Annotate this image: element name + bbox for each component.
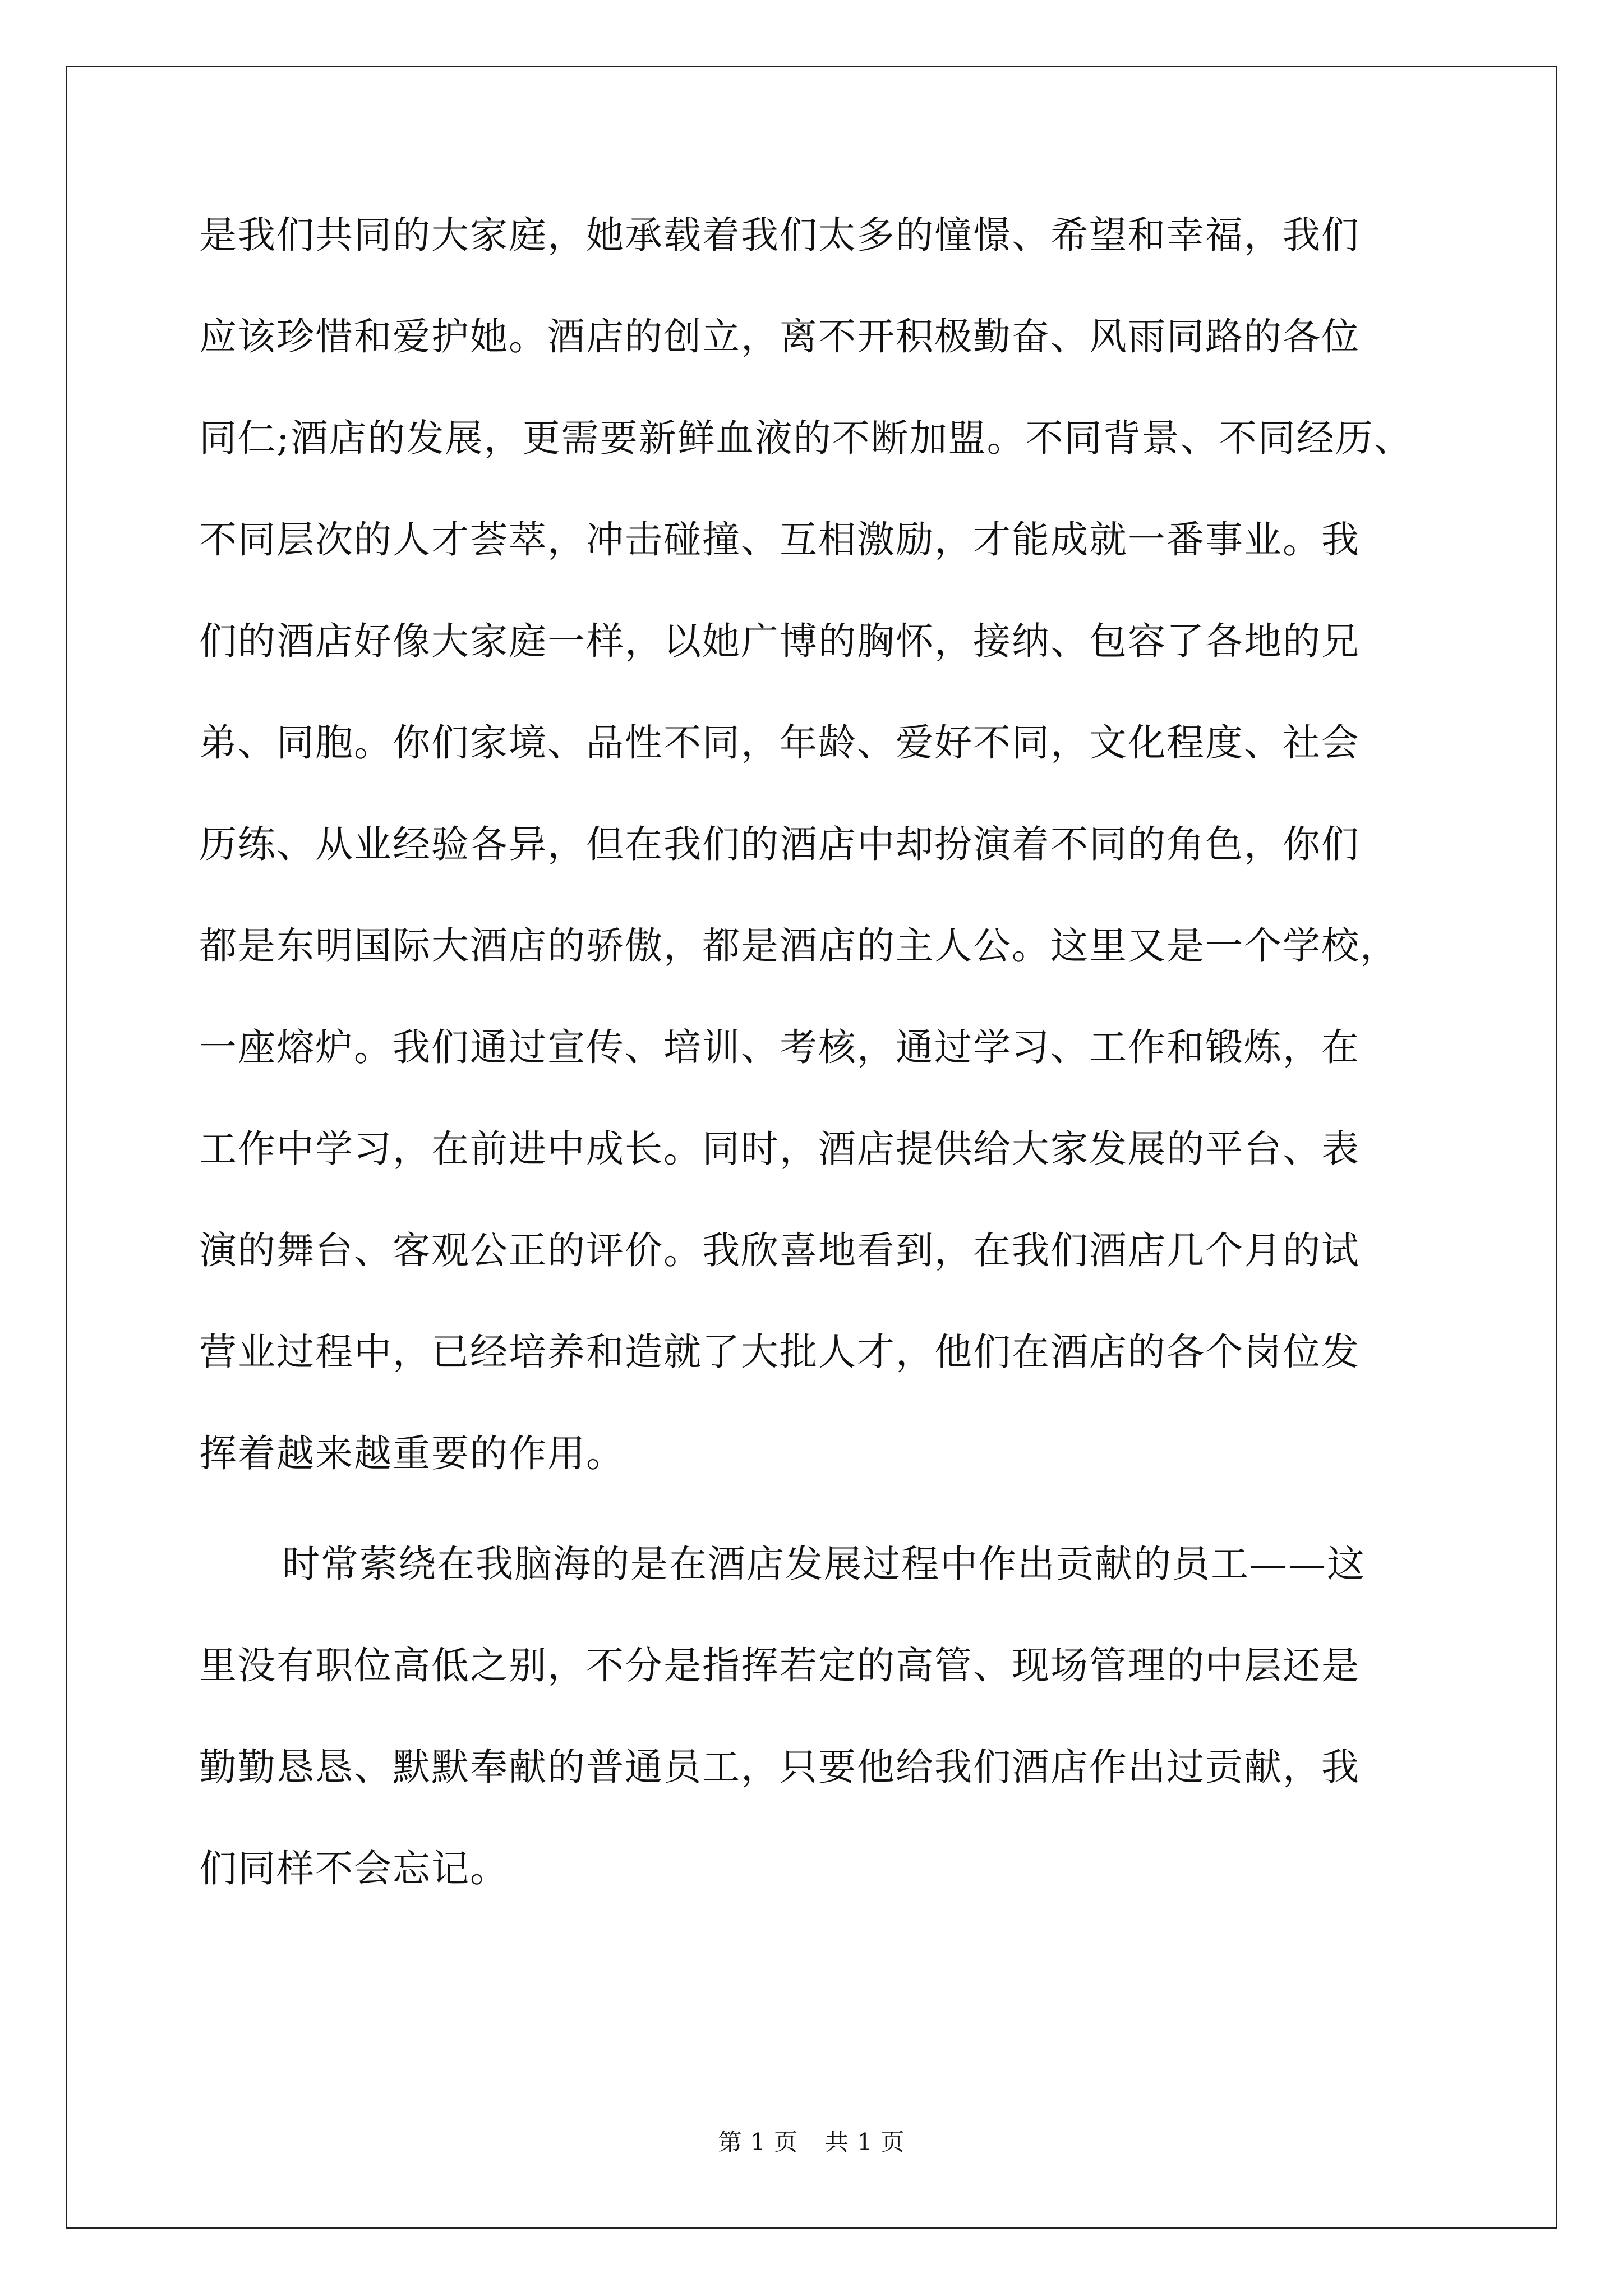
text-line: 都是东明国际大酒店的骄傲，都是酒店的主人公。这里又是一个学校， (199, 924, 1399, 968)
text-line: 时常萦绕在我脑海的是在酒店发展过程中作出贡献的员工——这 (282, 1542, 1366, 1586)
text-line: 们同样不会忘记。 (199, 1847, 509, 1890)
text-line: 弟、同胞。你们家境、品性不同，年龄、爱好不同，文化程度、社会 (199, 721, 1360, 765)
paragraph-1 (199, 213, 1489, 1475)
text-line: 一座熔炉。我们通过宣传、培训、考核，通过学习、工作和锻炼，在 (199, 1025, 1360, 1069)
page-number: 第 1 页 (718, 2128, 798, 2156)
text-line: 勤勤恳恳、默默奉献的普通员工，只要他给我们酒店作出过贡献，我 (199, 1745, 1360, 1789)
text-line: 同仁;酒店的发展，更需要新鲜血液的不断加盟。不同背景、不同经历、 (199, 416, 1413, 460)
text-line: 是我们共同的大家庭，她承载着我们太多的憧憬、希望和幸福，我们 (199, 213, 1360, 257)
text-line: 挥着越来越重要的作用。 (199, 1432, 625, 1475)
text-line: 不同层次的人才荟萃，冲击碰撞、互相激励，才能成就一番事业。我 (199, 518, 1360, 562)
text-line: 工作中学习，在前进中成长。同时，酒店提供给大家发展的平台、表 (199, 1127, 1360, 1171)
text-line: 历练、从业经验各异，但在我们的酒店中却扮演着不同的角色，你们 (199, 822, 1360, 866)
text-line: 营业过程中，已经培养和造就了大批人才，他们在酒店的各个岗位发 (199, 1330, 1360, 1374)
page-total: 共 1 页 (825, 2128, 905, 2156)
text-line: 应该珍惜和爱护她。酒店的创立，离不开积极勤奋、风雨同路的各位 (199, 315, 1360, 358)
text-line: 们的酒店好像大家庭一样，以她广博的胸怀，接纳、包容了各地的兄 (199, 619, 1360, 663)
text-line: 演的舞台、客观公正的评价。我欣喜地看到，在我们酒店几个月的试 (199, 1228, 1360, 1272)
text-line: 里没有职位高低之别，不分是指挥若定的高管、现场管理的中层还是 (199, 1644, 1360, 1687)
document-body (199, 213, 1489, 1952)
page-footer (0, 2128, 1623, 2156)
paragraph-2 (199, 1542, 1489, 1890)
